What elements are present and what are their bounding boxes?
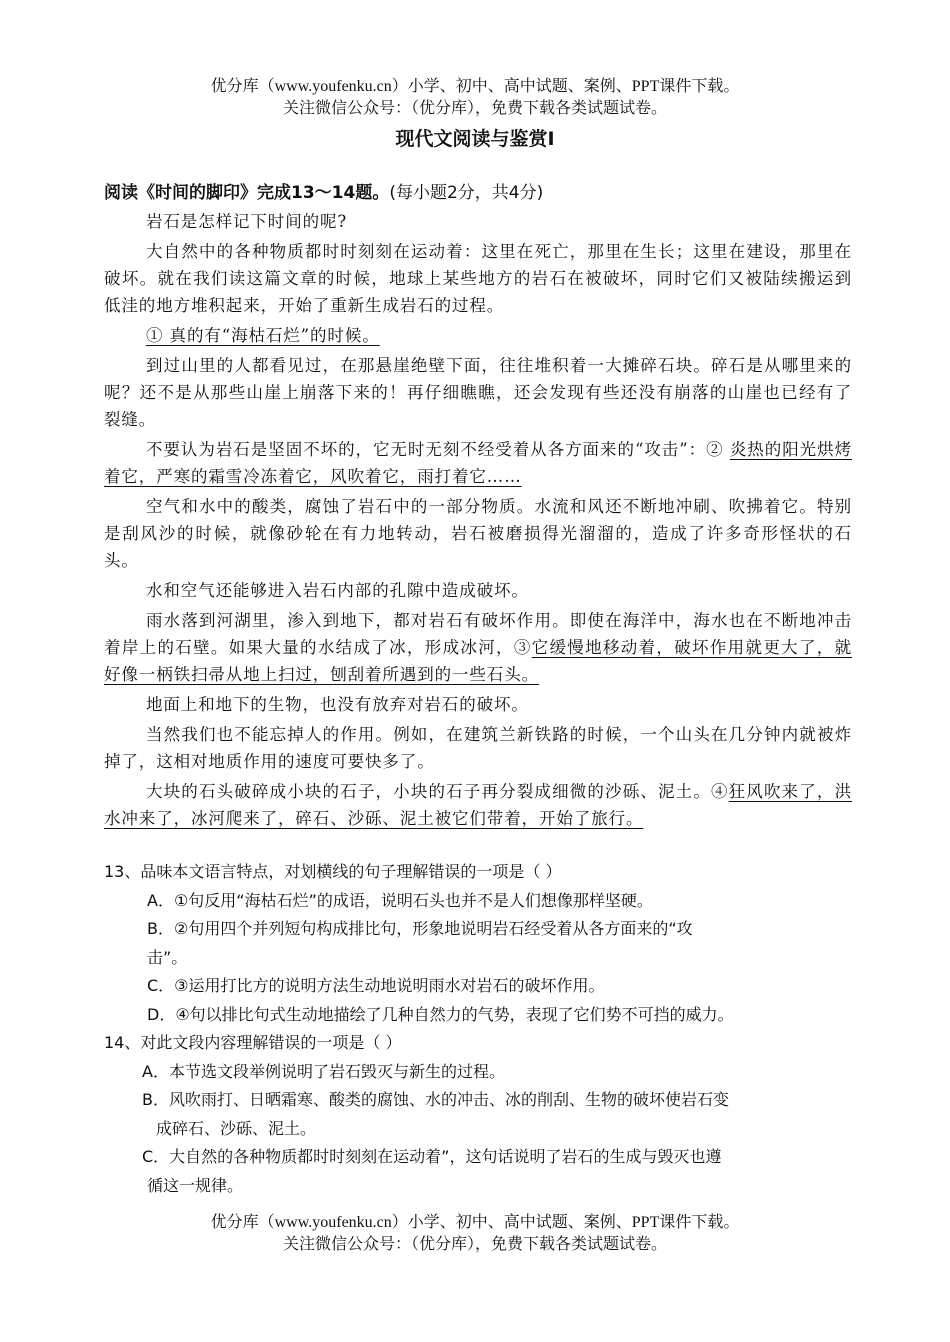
- passage-paragraph: 当然我们也不能忘掉人的作用。例如，在建筑兰新铁路的时候，一个山头在几分钟内就被炸掉了，这相对地质作用的速度可要快多了。: [104, 725, 852, 771]
- question-13-option-d: D．④句以排比句式生动地描绘了几种自然力的气势，表现了它们势不可挡的威力。: [147, 1004, 734, 1024]
- footer-line-2: 关注微信公众号：（优分库），免费下载各类试题试卷。: [282, 1236, 667, 1253]
- question-14-stem: 14、对此文段内容理解错误的一项是（ ）: [104, 1033, 402, 1052]
- questions-section: [104, 858, 864, 1200]
- question-14-option-b: B．风吹雨打、日晒霜寒、酸类的腐蚀、水的冲击、冰的削刮、生物的破坏使岩石变: [142, 1090, 729, 1109]
- question-14-option-c-cont: 循这一规律。: [147, 1175, 244, 1195]
- page-footer: [0, 1212, 950, 1256]
- question-14-option-a: A．本节选文段举例说明了岩石毁灭与新生的过程。: [142, 1061, 505, 1081]
- instruction-bold: 阅读《时间的脚印》完成13～14题。: [104, 183, 390, 203]
- passage-paragraph: 水和空气还能够进入岩石内部的孔隙中造成破坏。: [146, 581, 529, 600]
- page-header: [0, 76, 950, 120]
- passage-paragraph: [104, 322, 852, 349]
- question-13-stem: 13、品味本文语言特点，对划横线的句子理解错误的一项是（ ）: [104, 862, 562, 881]
- passage-paragraph: 地面上和地下的生物，也没有放弃对岩石的破坏。: [146, 695, 529, 714]
- underlined-sentence-4: 狂风吹来了，洪水冲来了，冰河爬来了，碎石、沙砾、泥土被它们带着，开始了旅行。: [104, 782, 852, 828]
- question-14-option-c: C．大自然的各种物质都时时刻刻在运动着”，这句话说明了岩石的生成与毁灭也遵: [142, 1147, 722, 1166]
- paragraph-text: 不要认为岩石是坚固不坏的，它无时无刻不经受着从各方面来的“攻击”：②: [146, 440, 730, 459]
- page-title: 现代文阅读与鉴赏Ⅰ: [395, 128, 555, 150]
- reading-instruction: [104, 178, 543, 203]
- passage-paragraph: [104, 436, 852, 490]
- header-line-2: 关注微信公众号：（优分库），免费下载各类试题试卷。: [282, 100, 667, 117]
- underlined-sentence-2: 炎热的阳光烘烤着它，严寒的霜雪冷冻着它，风吹着它，雨打着它……: [104, 440, 852, 486]
- paragraph-text: 大块的石头破碎成小块的石子，小块的石子再分裂成细微的沙砾、泥土。④: [146, 782, 729, 801]
- underlined-sentence-3: 它缓慢地移动着，破坏作用就更大了，就好像一柄铁扫帚从地上扫过，刨刮着所遇到的一些石头。: [104, 638, 852, 684]
- question-13-option-c: C．③运用打比方的说明方法生动地说明雨水对岩石的破坏作用。: [147, 976, 605, 995]
- question-13-option-b-cont: 击”。: [147, 947, 188, 967]
- passage-paragraph: 空气和水中的酸类，腐蚀了岩石中的一部分物质。水流和风还不断地冲刷、吹拂着它。特别是刮风沙的时候，就像砂轮在有力地转动，岩石被磨损得光溜溜的，造成了许多奇形怪状的石头。: [104, 497, 852, 570]
- underlined-sentence-1: ① 真的有“海枯石烂”的时候。: [146, 326, 380, 345]
- passage-paragraph: [104, 778, 852, 832]
- passage-paragraph: 到过山里的人都看见过，在那悬崖绝壁下面，往往堆积着一大摊碎石块。碎石是从哪里来的呢？还不是从那些山崖上崩落下来的！再仔细瞧瞧，还会发现有些还没有崩落的山崖也已经有了裂缝。: [104, 356, 852, 429]
- question-13-option-b: B．②句用四个并列短句构成排比句，形象地说明岩石经受着从各方面来的“攻: [147, 919, 693, 938]
- passage-paragraph: [104, 607, 852, 688]
- instruction-points: (每小题2分，共4分): [389, 183, 544, 203]
- passage-paragraph: 大自然中的各种物质都时时刻刻在运动着：这里在死亡，那里在生长；这里在建设，那里在破坏。就在我们读这篇文章的时候，地球上某些地方的岩石在被破坏，同时它们又被陆续搬运到低洼的地方堆积起来，开始了重新生成岩石的过程。: [104, 242, 852, 315]
- header-line-1: 优分库（www.youfenku.cn）小学、初中、高中试题、案例、PPT课件下载。: [210, 78, 740, 95]
- question-13-option-a: A．①句反用“海枯石烂”的成语，说明石头也并不是人们想像那样坚硬。: [147, 890, 653, 910]
- question-14-option-b-cont: 成碎石、沙砾、泥土。: [156, 1118, 317, 1138]
- reading-passage: [104, 208, 852, 835]
- footer-line-1: 优分库（www.youfenku.cn）小学、初中、高中试题、案例、PPT课件下载。: [210, 1214, 740, 1231]
- passage-paragraph: 岩石是怎样记下时间的呢?: [146, 212, 348, 231]
- paragraph-text: 雨水落到河湖里，渗入到地下，都对岩石有破坏作用。即使在海洋中，海水也在不断地冲击着岸上的石壁。如果大量的水结成了冰，形成冰河，③: [104, 611, 852, 657]
